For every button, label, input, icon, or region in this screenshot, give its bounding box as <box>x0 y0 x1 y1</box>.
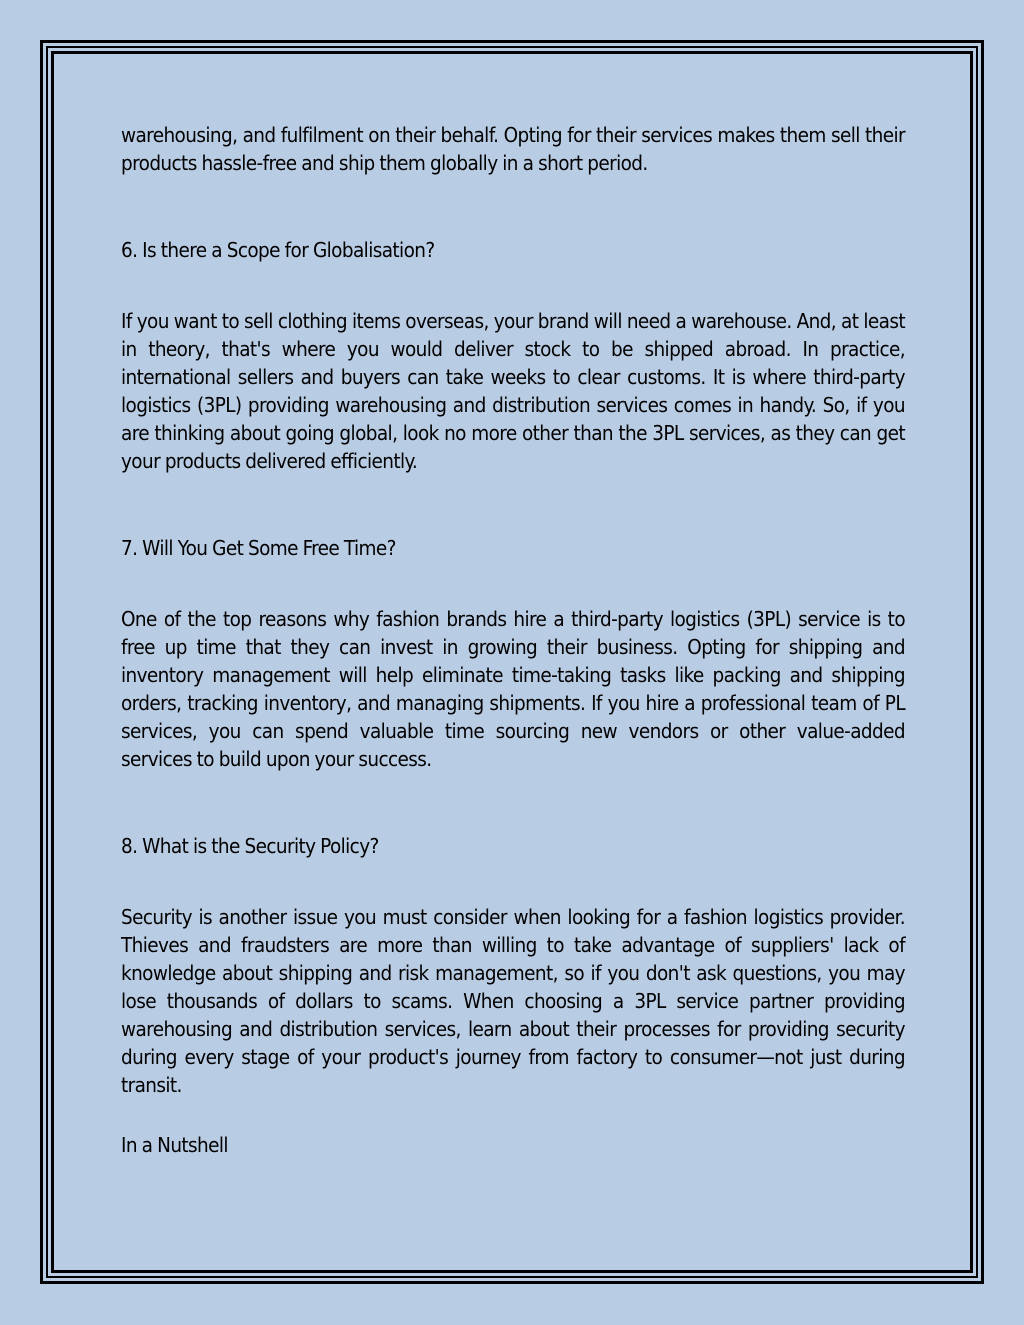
section-heading-free-time: 7. Will You Get Some Free Time? <box>121 536 396 560</box>
section-body-security: Security is another issue you must consider when looking for a fashion logistics provider. Thieves and fraudsters are more than willing to take advantage of suppliers' lack of knowledge about shipping and risk management, so if you don't ask questions, you may lose thousands of dollars to scams. When choosing a 3PL service partner providing warehousing and distribution services, learn about their processes for providing security during every stage of your product's journey from factory to consumer—not just during transit. <box>121 905 905 1097</box>
section-body-free-time: One of the top reasons why fashion brands hire a third-party logistics (3PL) service is to free up time that they can invest in growing their business. Opting for shipping and inventory management will help eliminate time-taking tasks like packing and shipping orders, tracking inventory, and managing shipments. If you hire a professional team of PL services, you can spend valuable time sourcing new vendors or other value-added services to build upon your success. <box>121 607 905 771</box>
closing-heading: In a Nutshell <box>121 1133 228 1157</box>
intro-paragraph: warehousing, and fulfilment on their behalf. Opting for their services makes them sell their products hassle-free and ship them globally in a short period. <box>121 123 905 175</box>
document-body <box>121 121 905 1159</box>
section-heading-globalisation: 6. Is there a Scope for Globalisation? <box>121 238 435 262</box>
section-heading-security: 8. What is the Security Policy? <box>121 834 379 858</box>
section-body-globalisation: If you want to sell clothing items overseas, your brand will need a warehouse. And, at least in theory, that's where you would deliver stock to be shipped abroad. In practice, international sellers and buyers can take weeks to clear customs. It is where third-party logistics (3PL) providing warehousing and distribution services comes in handy. So, if you are thinking about going global, look no more other than the 3PL services, as they can get your products delivered efficiently. <box>121 309 905 473</box>
